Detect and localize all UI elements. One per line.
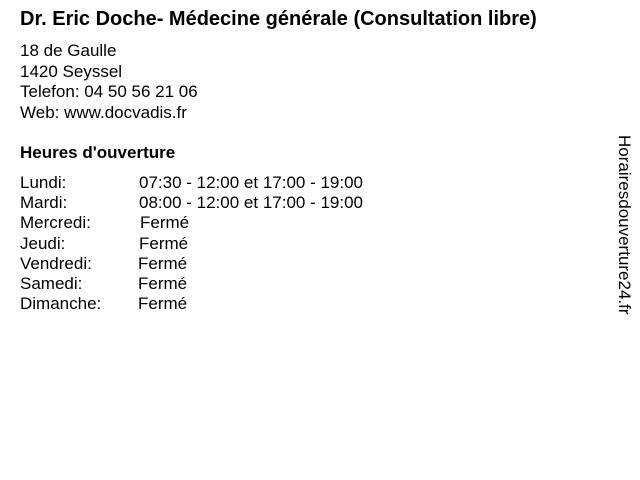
time-value: Fermé bbox=[139, 233, 189, 253]
day-label: Jeudi: bbox=[20, 233, 66, 253]
day-label: Vendredi: bbox=[20, 253, 92, 273]
hours-row bbox=[20, 213, 620, 233]
hours-row bbox=[20, 274, 620, 294]
time-value: Fermé bbox=[140, 213, 190, 233]
day-label: Mardi: bbox=[20, 193, 68, 213]
hours-row bbox=[20, 193, 620, 213]
address-block bbox=[20, 41, 620, 123]
time-value: 07:30 - 12:00 et 17:00 - 19:00 bbox=[139, 173, 364, 192]
city-address: 1420 Seyssel bbox=[20, 61, 123, 81]
day-label: Lundi: bbox=[20, 173, 67, 192]
hours-row bbox=[20, 294, 620, 314]
hours-row bbox=[20, 173, 620, 193]
page-title: Dr. Eric Doche- Médecine générale (Consultation libre) bbox=[20, 8, 537, 30]
day-label: Dimanche: bbox=[20, 294, 102, 314]
time-value: 08:00 - 12:00 et 17:00 - 19:00 bbox=[139, 193, 364, 213]
hours-table bbox=[20, 173, 620, 314]
hours-heading: Heures d'ouverture bbox=[20, 143, 176, 162]
time-value: Fermé bbox=[138, 253, 188, 273]
hours-row bbox=[20, 254, 620, 274]
phone-number: Telefon: 04 50 56 21 06 bbox=[20, 82, 198, 101]
street-address: 18 de Gaulle bbox=[20, 41, 117, 60]
business-listing bbox=[20, 9, 620, 314]
day-label: Mercredi: bbox=[20, 213, 91, 233]
day-label: Samedi: bbox=[20, 274, 83, 294]
site-watermark: Horairesdouverture24.fr bbox=[615, 135, 634, 315]
website: Web: www.docvadis.fr bbox=[20, 102, 187, 122]
time-value: Fermé bbox=[138, 294, 188, 314]
time-value: Fermé bbox=[138, 274, 188, 294]
hours-row bbox=[20, 234, 620, 254]
